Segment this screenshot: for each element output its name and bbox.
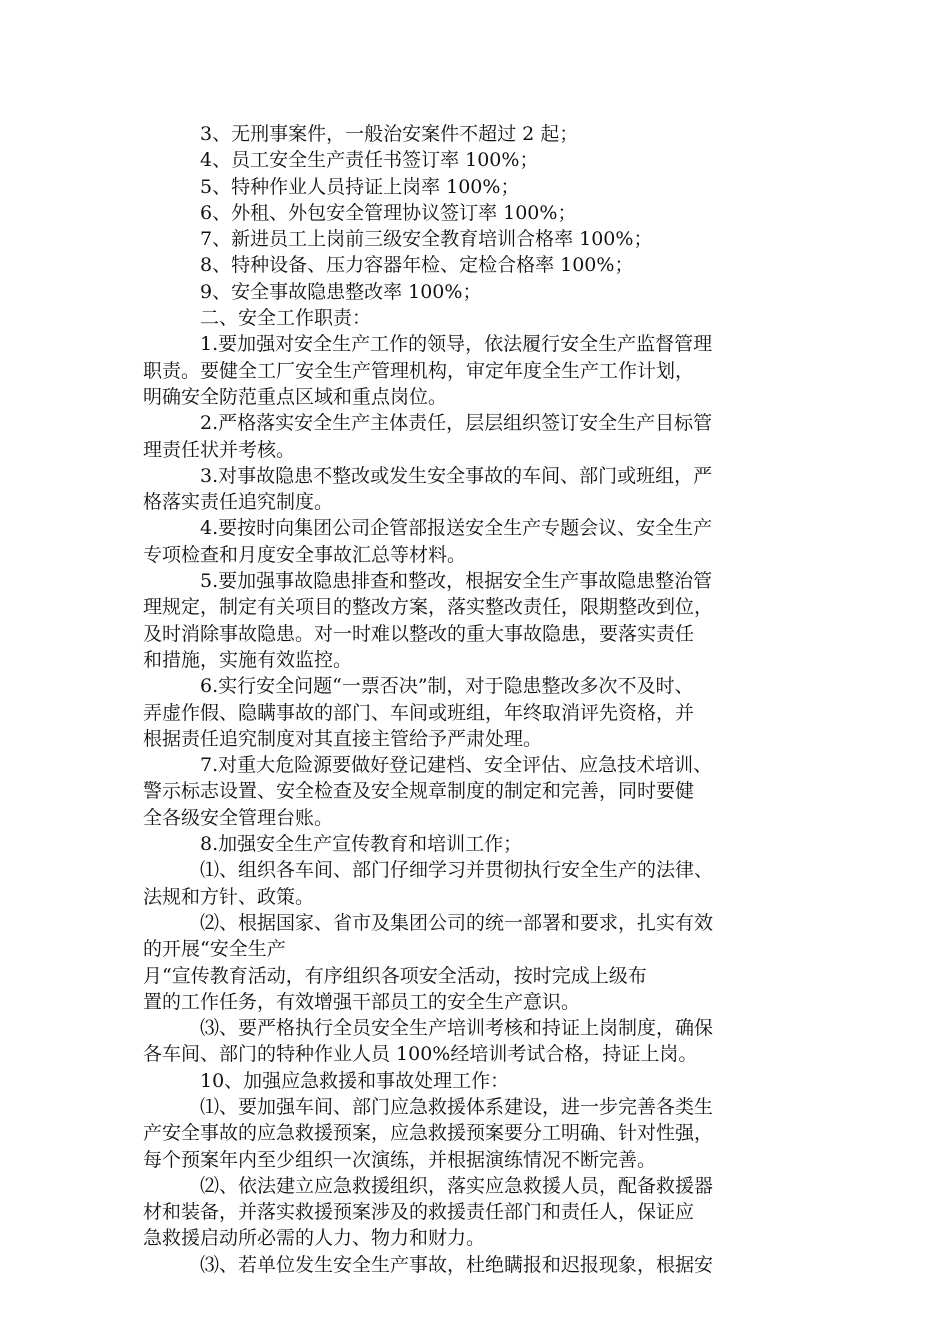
text-line: 各车间、部门的特种作业人员 100%经培训考试合格，持证上岗。 [143, 1043, 698, 1066]
text-line: ⑶、若单位发生安全生产事故，杜绝瞒报和迟报现象，根据安 [200, 1253, 714, 1276]
text-line: 每个预案年内至少组织一次演练，并根据演练情况不断完善。 [143, 1148, 657, 1171]
text-line: 格落实责任追究制度。 [143, 491, 334, 514]
text-line: 根据责任追究制度对其直接主管给予严肃处理。 [143, 727, 543, 750]
text-line: 1.要加强对安全生产工作的领导，依法履行安全生产监督管理 [200, 333, 713, 356]
text-line: 理责任状并考核。 [143, 438, 296, 461]
text-line: ⑵、根据国家、省市及集团公司的统一部署和要求，扎实有效 [200, 911, 714, 934]
text-line: 3.对事故隐患不整改或发生安全事故的车间、部门或班组，严 [200, 464, 713, 487]
text-line: 置的工作任务，有效增强干部员工的安全生产意识。 [143, 990, 581, 1013]
text-line: 4.要按时向集团公司企管部报送安全生产专题会议、安全生产 [200, 517, 713, 540]
text-line: 6、外租、外包安全管理协议签订率 100%； [200, 201, 577, 224]
text-line: 8、特种设备、压力容器年检、定检合格率 100%； [200, 254, 634, 277]
text-line: 2.严格落实安全生产主体责任，层层组织签订安全生产目标管 [200, 412, 713, 435]
text-line: 及时消除事故隐患。对一时难以整改的重大事故隐患，要落实责任 [143, 622, 695, 645]
text-line: 和措施，实施有效监控。 [143, 648, 353, 671]
document-body [143, 121, 815, 1278]
text-line: 理规定，制定有关项目的整改方案，落实整改责任，限期整改到位， [143, 596, 714, 619]
text-line: 全各级安全管理台账。 [143, 806, 334, 829]
text-line: 3、无刑事案件，一般治安案件不超过 2 起； [200, 123, 579, 145]
text-line: 5、特种作业人员持证上岗率 100%； [200, 175, 520, 198]
text-line: 8.加强安全生产宣传教育和培训工作； [200, 833, 523, 856]
text-line: ⑵、依法建立应急救援组织，落实应急救援人员，配备救援器 [200, 1174, 714, 1197]
text-line: 明确安全防范重点区域和重点岗位。 [143, 385, 448, 408]
text-line: 7.对重大危险源要做好登记建档、安全评估、应急技术培训、 [200, 754, 713, 777]
text-line: 7、新进员工上岗前三级安全教育培训合格率 100%； [200, 228, 653, 251]
text-line: 月“宣传教育活动，有序组织各项安全活动，按时完成上级布 [143, 964, 647, 987]
text-line: 二、安全工作职责： [200, 307, 372, 330]
text-line: 5.要加强事故隐患排查和整改，根据安全生产事故隐患整治管 [200, 570, 713, 593]
text-line: ⑶、要严格执行全员安全生产培训考核和持证上岗制度，确保 [200, 1017, 714, 1040]
text-line: ⑴、组织各车间、部门仔细学习并贯彻执行安全生产的法律、 [200, 859, 714, 882]
text-line: 弄虚作假、隐瞒事故的部门、车间或班组，年终取消评先资格，并 [143, 701, 695, 724]
text-line: 4、员工安全生产责任书签订率 100%； [200, 149, 539, 172]
text-line: 9、安全事故隐患整改率 100%； [200, 280, 482, 303]
text-line: ⑴、要加强车间、部门应急救援体系建设，进一步完善各类生 [200, 1095, 714, 1118]
text-line: 专项检查和月度安全事故汇总等材料。 [143, 543, 467, 566]
text-line: 10、加强应急救援和事故处理工作： [200, 1069, 510, 1092]
text-line: 法规和方针、政策。 [143, 885, 315, 908]
text-line: 6.实行安全问题“一票否决”制，对于隐患整改多次不及时、 [200, 675, 694, 698]
text-line: 急救援启动所必需的人力、物力和财力。 [143, 1227, 486, 1250]
text-line: 材和装备，并落实救援预案涉及的救援责任部门和责任人，保证应 [143, 1201, 695, 1224]
text-line: 职责。要健全工厂安全生产管理机构，审定年度全生产工作计划， [143, 359, 695, 382]
text-line: 警示标志设置、安全检查及安全规章制度的制定和完善，同时要健 [143, 780, 695, 803]
text-line: 的开展“安全生产 [143, 938, 286, 961]
text-line: 产安全事故的应急救援预案，应急救援预案要分工明确、针对性强， [143, 1122, 714, 1145]
